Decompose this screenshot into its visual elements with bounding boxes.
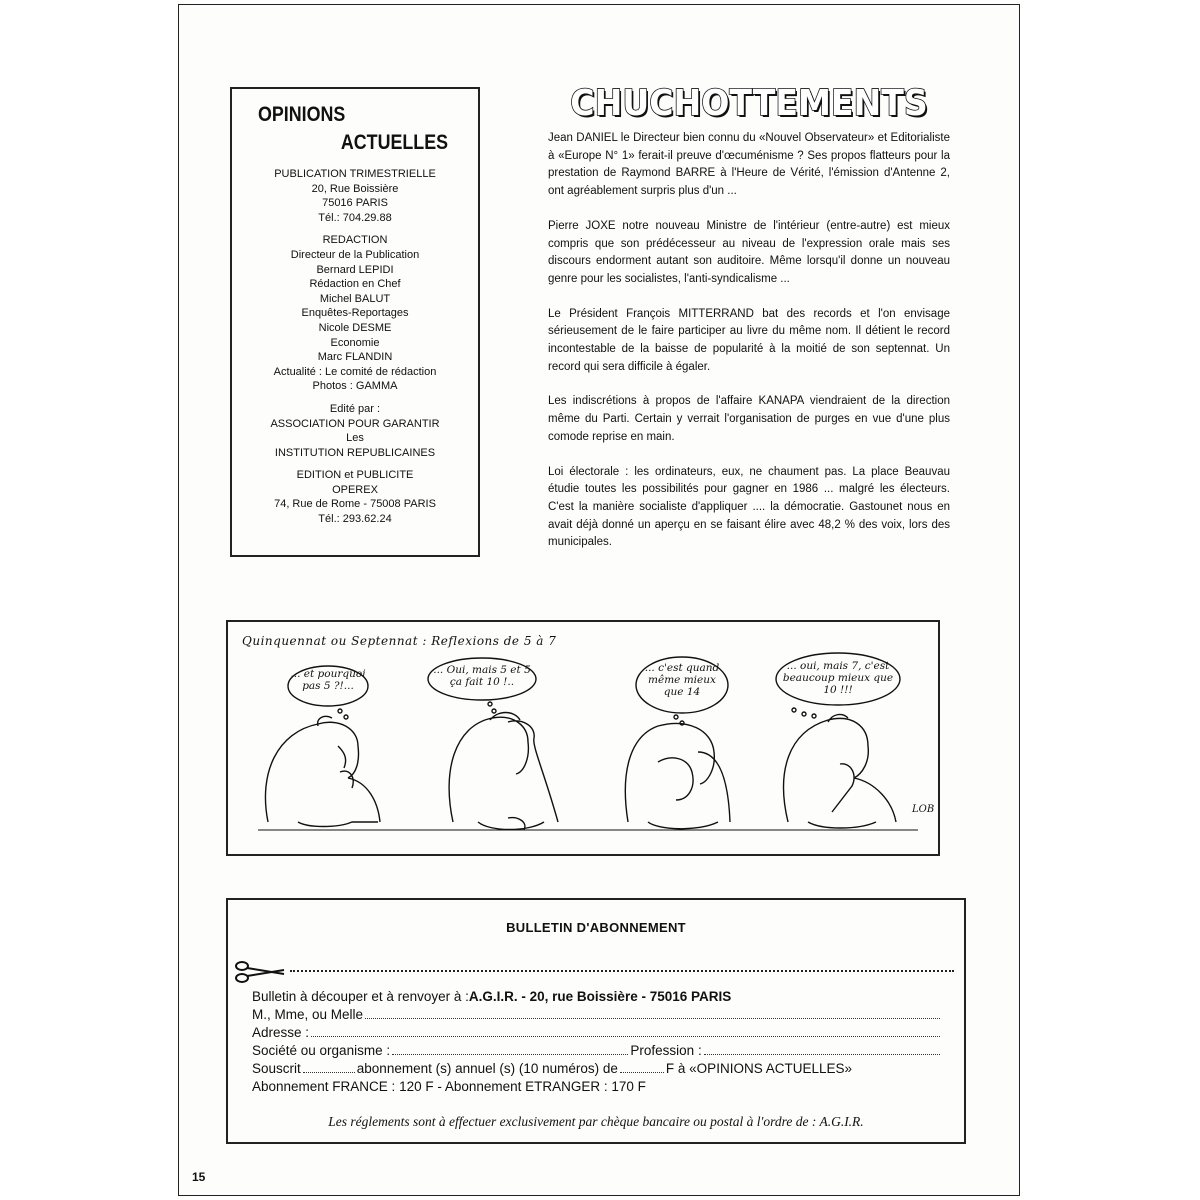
address-field[interactable] xyxy=(252,1024,942,1042)
masthead-line: OPEREX xyxy=(332,483,378,496)
masthead-line: INSTITUTION REPUBLICAINES xyxy=(274,446,436,459)
bubble-text-4: ... oui, mais 7, c'est beaucoup mieux que 10 !!! xyxy=(782,660,894,696)
gorilla-figure-1 xyxy=(265,716,380,826)
cartoonist-signature: LOB xyxy=(912,804,935,815)
masthead-line: Photos : GAMMA xyxy=(312,380,398,393)
masthead-line: 20, Rue Boissière xyxy=(311,182,399,195)
cut-line xyxy=(234,960,954,984)
article-chuchottements xyxy=(548,82,950,569)
subscription-quantity-field[interactable] xyxy=(252,1060,942,1078)
page-number: 15 xyxy=(192,1170,206,1184)
article-paragraph: Pierre JOXE notre nouveau Ministre de l'intérieur (entre-autre) est mieux compris que son prédécesseur au niveau de l'expression orale mais ses discours endorment autant son auditoire. Même lorsqu'il donne un nouveau genre pour les socialistes, l'anti-syndicalisme ... xyxy=(548,219,950,285)
bubble-text-2: ... Oui, mais 5 et 5 ça fait 10 !.. xyxy=(433,664,531,688)
prices-line xyxy=(252,1078,942,1096)
masthead-line: 74, Rue de Rome - 75008 PARIS xyxy=(274,498,436,511)
subscribe-suffix: F à «OPINIONS ACTUELLES» xyxy=(665,1061,852,1076)
masthead-line: Les xyxy=(346,432,364,445)
subscription-form-title: BULLETIN D'ABONNEMENT xyxy=(506,920,686,935)
masthead-line: Enquêtes-Reportages xyxy=(301,307,409,320)
masthead-line: Tél.: 293.62.24 xyxy=(318,513,392,526)
gorilla-figure-3 xyxy=(625,724,730,829)
cartoon-caption: Quinquennat ou Septennat : Reflexions de 5 à 7 xyxy=(242,634,557,648)
masthead-spacer xyxy=(232,394,478,402)
masthead-line: ASSOCIATION POUR GARANTIR xyxy=(270,417,440,430)
masthead-line: Nicole DESME xyxy=(318,321,392,334)
bubble-text-3: ... c'est quand même mieux que 14 xyxy=(644,662,720,698)
masthead-title-line1: OPINIONS xyxy=(258,103,346,126)
masthead-title-line2: ACTUELLES xyxy=(340,131,448,154)
payment-note: Les réglements sont à effectuer exclusivement par chèque bancaire ou postal à l'ordre de : A.G.I.R. xyxy=(328,1114,864,1129)
prices-text: Abonnement FRANCE : 120 F - Abonnement ETRANGER : 170 F xyxy=(252,1079,646,1094)
masthead-line: Tél.: 704.29.88 xyxy=(318,211,392,224)
article-paragraph: Le Président François MITTERRAND bat des records et l'on envisage sérieusement de le faire participer au livre du même nom. Il détient le record incontestable de la baisse de popularité à la moitié de son septennat. Un record qui sera difficile à égaler. xyxy=(548,307,950,373)
company-label: Société ou organisme : xyxy=(252,1043,391,1058)
masthead-line: Michel BALUT xyxy=(319,292,391,305)
masthead-line: Marc FLANDIN xyxy=(317,351,393,364)
masthead-line: PUBLICATION TRIMESTRIELLE xyxy=(274,168,436,180)
masthead-line: 75016 PARIS xyxy=(322,197,388,210)
masthead-line: EDITION et PUBLICITE xyxy=(296,469,414,482)
masthead-box xyxy=(230,87,480,557)
article-paragraph: Jean DANIEL le Directeur bien connu du «Nouvel Observateur» et Editorialiste à «Europe N° 1» ferait-il preuve d'œcuménisme ? Ses propos flatteurs pour la prestation de Raymond BARRE à l'Heure de Vérité, l'émission d'Antenne 2, ont agréablement surpris plus d'un ... xyxy=(548,132,950,198)
name-field[interactable] xyxy=(252,1006,942,1024)
subscribe-middle: abonnement (s) annuel (s) (10 numéros) de xyxy=(356,1061,618,1076)
cartoon-strip xyxy=(226,620,940,856)
bubble-text-1: ... et pourquoi pas 5 ?!... xyxy=(290,668,366,692)
gorilla-figure-4 xyxy=(784,715,896,828)
send-line xyxy=(252,988,942,1006)
send-line-address: A.G.I.R. - 20, rue Boissière - 75016 PARIS xyxy=(468,989,732,1004)
masthead-spacer xyxy=(232,225,478,233)
send-line-prefix: Bulletin à découper et à renvoyer à : xyxy=(252,989,469,1004)
name-label: M., Mme, ou Melle xyxy=(252,1007,364,1022)
cartoon-drawing xyxy=(228,622,938,854)
scissors-icon xyxy=(234,960,286,984)
article-headline: CHUCHOTTEMENTS xyxy=(570,83,928,124)
masthead-line: REDACTION xyxy=(322,234,388,247)
masthead-line: Actualité : Le comité de rédaction xyxy=(273,365,437,378)
profession-label: Profession : xyxy=(630,1043,702,1058)
subscribe-prefix: Souscrit xyxy=(252,1061,301,1076)
masthead-credits xyxy=(232,167,478,527)
masthead-line: Rédaction en Chef xyxy=(309,278,401,291)
masthead-line: Edité par : xyxy=(329,402,381,415)
address-label: Adresse : xyxy=(252,1025,310,1040)
masthead-line: Economie xyxy=(330,336,380,349)
form-fields xyxy=(252,988,942,1096)
masthead-line: Directeur de la Publication xyxy=(290,248,420,261)
article-paragraph: Les indiscrétions à propos de l'affaire KANAPA viendraient de la direction même du Parti. Certain y verrait l'organisation de purges en vue d'une plus comode reprise en main. xyxy=(548,395,950,443)
company-profession-field[interactable] xyxy=(252,1042,942,1060)
masthead-spacer xyxy=(232,460,478,468)
gorilla-figure-2 xyxy=(449,713,558,831)
article-paragraph: Loi électorale : les ordinateurs, eux, ne chaument pas. La place Beauvau étudie toutes les possibilités pour gagner en 1986 ... malgré les électeurs. C'est la manière socialiste d'appliquer .... la démocratie. Gastounet nous en avait déjà donné un aperçu en se faisant élire avec 48,2 % des voix, lors des municipales. xyxy=(548,465,950,549)
masthead-line: Bernard LEPIDI xyxy=(316,263,394,276)
subscription-form xyxy=(226,898,966,1144)
